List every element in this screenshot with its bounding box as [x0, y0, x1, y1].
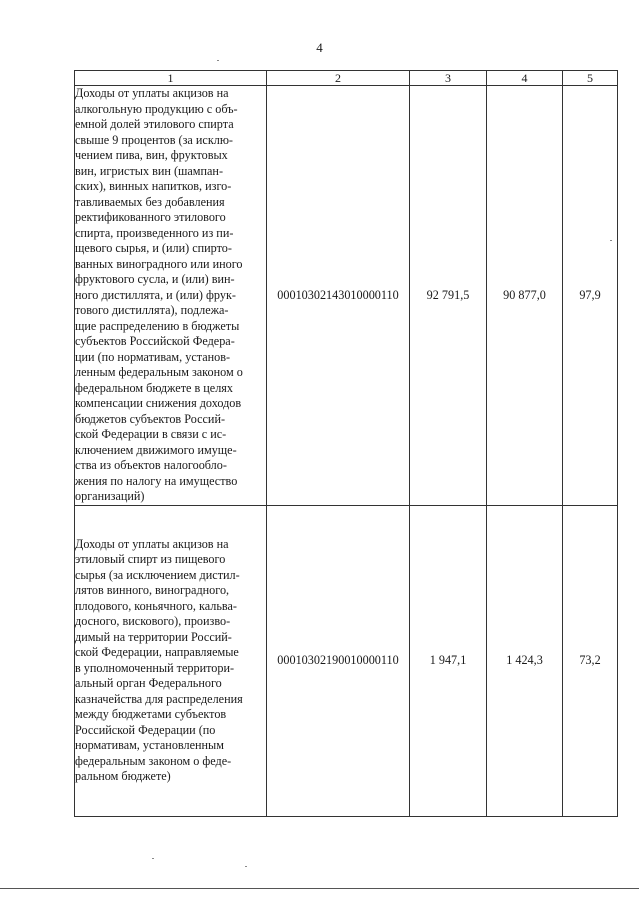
description-line: организаций) — [75, 489, 145, 503]
description-line: казначейства для распределения — [75, 691, 243, 706]
description-line: ного дистиллята, и (или) фрук- — [75, 287, 236, 302]
description-line: ской Федерации, направляемые — [75, 645, 239, 659]
description-line: нормативам, установленным — [75, 738, 224, 752]
description-line: щевого сырья, и (или) спирто- — [75, 241, 232, 255]
description-line: Доходы от уплаты акцизов на — [75, 536, 229, 551]
description-line: сырья (за исключением дистил- — [75, 567, 240, 582]
amount-column-3: 1 947,1 — [410, 505, 487, 816]
description-line: Российской Федерации (по — [75, 722, 216, 737]
percent-column-5: 97,9 — [563, 86, 618, 506]
description-line: в уполномоченный территори- — [75, 660, 235, 675]
income-description — [75, 86, 267, 506]
description-line: Доходы от уплаты акцизов на — [75, 86, 229, 100]
budget-revenue-table — [74, 70, 618, 817]
amount-column-4: 90 877,0 — [487, 86, 563, 506]
table-header-row — [75, 71, 618, 86]
column-header-4: 4 — [487, 71, 563, 86]
percent-column-5: 73,2 — [563, 505, 618, 816]
description-line: лятов винного, виноградного, — [75, 583, 230, 597]
page-bottom-rule — [0, 888, 639, 889]
description-line: ской Федерации в связи с ис- — [75, 427, 227, 441]
description-line: тового дистиллята), подлежа- — [75, 303, 229, 317]
description-line: жения по налогу на имущество — [75, 473, 238, 488]
description-line: ства из объектов налогообло- — [75, 458, 227, 472]
income-description — [75, 505, 267, 816]
description-line: между бюджетами субъектов — [75, 707, 227, 721]
scan-speck — [610, 240, 612, 241]
description-line: ральном бюджете) — [75, 769, 171, 783]
table-row — [75, 86, 618, 506]
amount-column-3: 92 791,5 — [410, 86, 487, 506]
description-line: емной долей этилового спирта — [75, 117, 234, 131]
description-line: тавливаемых без добавления — [75, 194, 225, 209]
description-line: ключением движимого имуще- — [75, 442, 237, 457]
description-line: свыше 9 процентов (за исклю- — [75, 132, 233, 147]
description-line: вин, игристых вин (шампан- — [75, 163, 224, 178]
description-line: чением пива, вин, фруктовых — [75, 148, 228, 162]
description-line: димый на территории Россий- — [75, 629, 232, 644]
description-line: фруктового сусла, и (или) вин- — [75, 272, 235, 286]
description-line: щие распределению в бюджеты — [75, 318, 240, 333]
budget-classification-code: 00010302143010000110 — [267, 86, 410, 506]
description-line: спирта, произведенного из пи- — [75, 225, 234, 240]
column-header-1: 1 — [75, 71, 267, 86]
scan-speck — [152, 858, 154, 859]
description-line: ректификованного этилового — [75, 210, 226, 224]
description-line: ленным федеральным законом о — [75, 365, 243, 379]
table-row — [75, 505, 618, 816]
description-line: федеральном бюджете в целях — [75, 380, 234, 395]
description-line: этиловый спирт из пищевого — [75, 552, 226, 566]
scan-speck — [245, 866, 247, 867]
description-line: досного, вискового), произво- — [75, 614, 231, 628]
column-header-5: 5 — [563, 71, 618, 86]
description-line: алкогольную продукцию с объ- — [75, 101, 238, 116]
amount-column-4: 1 424,3 — [487, 505, 563, 816]
description-line: ванных виноградного или иного — [75, 256, 243, 271]
description-line: ских), винных напитков, изго- — [75, 179, 232, 193]
description-line: альный орган Федерального — [75, 676, 222, 690]
budget-classification-code: 00010302190010000110 — [267, 505, 410, 816]
scan-speck — [217, 60, 219, 61]
page-number: 4 — [316, 40, 323, 55]
description-line: плодового, коньячного, кальва- — [75, 598, 237, 613]
description-line: субъектов Российской Федера- — [75, 334, 235, 348]
description-line: бюджетов субъектов Россий- — [75, 411, 226, 426]
description-line: ции (по нормативам, установ- — [75, 349, 231, 364]
column-header-2: 2 — [267, 71, 410, 86]
column-header-3: 3 — [410, 71, 487, 86]
description-line: компенсации снижения доходов — [75, 396, 242, 410]
description-line: федеральным законом о феде- — [75, 753, 232, 768]
